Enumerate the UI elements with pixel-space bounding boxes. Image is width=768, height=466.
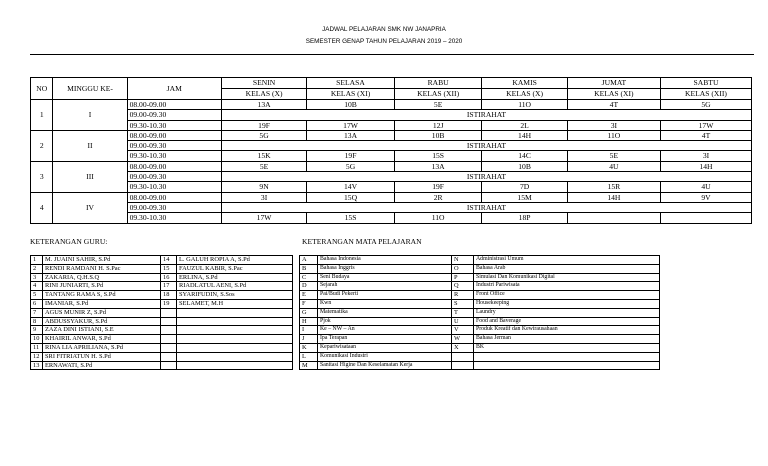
time-slot: 08.00-09.00 bbox=[127, 100, 221, 110]
subject-code: D bbox=[300, 282, 318, 291]
subject-name: Simulasi Dan Komunikasi Digital bbox=[474, 273, 660, 282]
subject-code: N bbox=[452, 256, 474, 265]
schedule-cell: 11O bbox=[394, 213, 482, 223]
schedule-cell: 2L bbox=[482, 120, 567, 130]
subject-name: Bahasa Indonesia bbox=[318, 256, 452, 265]
header-kelas: KELAS (XII) bbox=[394, 89, 482, 100]
subject-code: P bbox=[452, 273, 474, 282]
teacher-number bbox=[161, 317, 177, 326]
schedule-cell: 19F bbox=[394, 182, 482, 192]
header-day: SABTU bbox=[660, 78, 751, 89]
time-slot: 09.30-10.30 bbox=[127, 151, 221, 161]
subject-row bbox=[300, 264, 660, 273]
subject-code: W bbox=[452, 335, 474, 344]
teacher-name bbox=[177, 317, 293, 326]
schedule-header-row bbox=[31, 78, 752, 89]
subject-code: B bbox=[300, 264, 318, 273]
subject-row bbox=[300, 273, 660, 282]
schedule-cell: 15Q bbox=[307, 192, 395, 202]
time-slot: 09.00-09.30 bbox=[127, 141, 221, 151]
teacher-number: 1 bbox=[31, 256, 43, 265]
schedule-cell: 13A bbox=[307, 130, 395, 140]
document-title bbox=[0, 24, 768, 48]
istirahat-cell: ISTIRAHAT bbox=[221, 202, 751, 212]
time-slot: 08.00-09.00 bbox=[127, 161, 221, 171]
schedule-cell: 13A bbox=[394, 161, 482, 171]
schedule-cell: 10B bbox=[482, 161, 567, 171]
subject-code: H bbox=[300, 317, 318, 326]
header-day: KAMIS bbox=[482, 78, 567, 89]
teacher-name: RINI JUNIARTI, S.Pd bbox=[43, 282, 161, 291]
subject-name: Kepariwisataan bbox=[318, 343, 452, 352]
week-no: 3 bbox=[31, 161, 53, 192]
teacher-number: 19 bbox=[161, 299, 177, 308]
subject-code: F bbox=[300, 299, 318, 308]
subject-code: T bbox=[452, 308, 474, 317]
schedule-cell: 14C bbox=[482, 151, 567, 161]
schedule-cell: 4T bbox=[660, 130, 751, 140]
title-line-2: SEMESTER GENAP TAHUN PELAJARAN 2019 – 2020 bbox=[305, 38, 463, 45]
schedule-cell: 5G bbox=[660, 100, 751, 110]
teacher-number: 13 bbox=[31, 361, 43, 370]
teacher-name: RENDI RAMDANI H. S.Pac bbox=[43, 264, 161, 273]
subject-row bbox=[300, 299, 660, 308]
subject-name: Housekeeping bbox=[474, 299, 660, 308]
schedule-cell: 10B bbox=[307, 100, 395, 110]
subject-row bbox=[300, 282, 660, 291]
schedule-cell: 2R bbox=[394, 192, 482, 202]
schedule-cell: 15K bbox=[221, 151, 306, 161]
schedule-cell: 19F bbox=[307, 151, 395, 161]
teacher-name: ABDUSSYAKUR, S.Pd bbox=[43, 317, 161, 326]
week-no: 1 bbox=[31, 100, 53, 131]
teacher-name: SRI FITRIATUN H. S.Pd bbox=[43, 352, 161, 361]
teacher-number: 2 bbox=[31, 264, 43, 273]
schedule-cell: 3I bbox=[660, 151, 751, 161]
header-kelas: KELAS (XI) bbox=[567, 89, 660, 100]
teacher-row bbox=[31, 326, 293, 335]
teacher-legend-table bbox=[30, 255, 293, 370]
schedule-cell: 18P bbox=[482, 213, 567, 223]
schedule-cell: 14H bbox=[660, 161, 751, 171]
subject-code: Q bbox=[452, 282, 474, 291]
teacher-row bbox=[31, 343, 293, 352]
subject-code: L bbox=[300, 352, 318, 361]
week-minggu: II bbox=[53, 130, 127, 161]
schedule-row bbox=[31, 141, 752, 151]
week-no: 2 bbox=[31, 130, 53, 161]
teacher-number bbox=[161, 352, 177, 361]
week-minggu: IV bbox=[53, 192, 127, 223]
time-slot: 09.00-09.30 bbox=[127, 110, 221, 120]
header-kelas: KELAS (XI) bbox=[307, 89, 395, 100]
header-day: JUMAT bbox=[567, 78, 660, 89]
subject-row bbox=[300, 256, 660, 265]
subject-name: Pjok bbox=[318, 317, 452, 326]
teacher-name bbox=[177, 335, 293, 344]
schedule-cell: 5E bbox=[221, 161, 306, 171]
schedule-cell bbox=[567, 213, 660, 223]
teacher-row bbox=[31, 352, 293, 361]
teacher-number bbox=[161, 361, 177, 370]
keterangan-guru-label: KETERANGAN GURU: bbox=[30, 237, 108, 246]
schedule-cell: 9N bbox=[221, 182, 306, 192]
week-minggu: I bbox=[53, 100, 127, 131]
subject-name: Matematika bbox=[318, 308, 452, 317]
header-no: NO bbox=[31, 78, 53, 100]
teacher-name: L. GALUH ROPIA A, S.Pd bbox=[177, 256, 293, 265]
teacher-row bbox=[31, 282, 293, 291]
teacher-name: SYARIFUDIN, S.Sos bbox=[177, 291, 293, 300]
schedule-cell: 5G bbox=[307, 161, 395, 171]
teacher-number: 14 bbox=[161, 256, 177, 265]
schedule-row bbox=[31, 172, 752, 182]
subject-code bbox=[452, 361, 474, 370]
schedule-row bbox=[31, 110, 752, 120]
istirahat-cell: ISTIRAHAT bbox=[221, 110, 751, 120]
teacher-row bbox=[31, 291, 293, 300]
teacher-number bbox=[161, 308, 177, 317]
time-slot: 09.30-10.30 bbox=[127, 213, 221, 223]
teacher-number: 18 bbox=[161, 291, 177, 300]
subject-name: Produk Kreatif dan Kewirausahaan bbox=[474, 326, 660, 335]
subject-name: Food and Baverage bbox=[474, 317, 660, 326]
schedule-cell: 3I bbox=[567, 120, 660, 130]
subject-name bbox=[474, 352, 660, 361]
subject-name: Administrasi Umum bbox=[474, 256, 660, 265]
title-rule bbox=[30, 54, 754, 55]
header-day: SENIN bbox=[221, 78, 306, 89]
subject-code: A bbox=[300, 256, 318, 265]
teacher-number: 5 bbox=[31, 291, 43, 300]
schedule-cell: 4U bbox=[567, 161, 660, 171]
schedule-row bbox=[31, 100, 752, 110]
teacher-row bbox=[31, 256, 293, 265]
teacher-number: 8 bbox=[31, 317, 43, 326]
schedule-cell bbox=[660, 213, 751, 223]
week-no: 4 bbox=[31, 192, 53, 223]
time-slot: 09.30-10.30 bbox=[127, 120, 221, 130]
time-slot: 09.00-09.30 bbox=[127, 172, 221, 182]
teacher-name: AGUS MUNIR Z, S.Pd bbox=[43, 308, 161, 317]
teacher-name: ZAZA DINI ISTIANI, S.E bbox=[43, 326, 161, 335]
teacher-number: 4 bbox=[31, 282, 43, 291]
schedule-cell: 11O bbox=[482, 100, 567, 110]
teacher-name bbox=[177, 361, 293, 370]
subject-code: E bbox=[300, 291, 318, 300]
teacher-number: 9 bbox=[31, 326, 43, 335]
keterangan-mapel-label: KETERANGAN MATA PELAJARAN bbox=[302, 237, 422, 246]
header-day: SELASA bbox=[307, 78, 395, 89]
subject-name: Laundry bbox=[474, 308, 660, 317]
subject-code: R bbox=[452, 291, 474, 300]
teacher-name: ZAKARIA, Q.H.S.Q bbox=[43, 273, 161, 282]
schedule-table bbox=[30, 77, 752, 224]
header-day: RABU bbox=[394, 78, 482, 89]
teacher-row bbox=[31, 317, 293, 326]
teacher-number bbox=[161, 335, 177, 344]
subject-row bbox=[300, 308, 660, 317]
schedule-cell: 12J bbox=[394, 120, 482, 130]
teacher-number: 15 bbox=[161, 264, 177, 273]
subject-name: Ipa Terapan bbox=[318, 335, 452, 344]
schedule-cell: 14H bbox=[567, 192, 660, 202]
schedule-cell: 5E bbox=[567, 151, 660, 161]
teacher-number: 7 bbox=[31, 308, 43, 317]
schedule-cell: 19F bbox=[221, 120, 306, 130]
schedule-cell: 11O bbox=[567, 130, 660, 140]
subject-code: V bbox=[452, 326, 474, 335]
schedule-row bbox=[31, 192, 752, 202]
time-slot: 09.30-10.30 bbox=[127, 182, 221, 192]
subject-code: J bbox=[300, 335, 318, 344]
schedule-cell: 17W bbox=[660, 120, 751, 130]
title-line-1: JADWAL PELAJARAN SMK NW JANAPRIA bbox=[322, 26, 446, 33]
subject-code: G bbox=[300, 308, 318, 317]
subject-name: Industri Pariwisata bbox=[474, 282, 660, 291]
teacher-number: 16 bbox=[161, 273, 177, 282]
header-minggu: MINGGU KE- bbox=[53, 78, 127, 100]
teacher-number: 17 bbox=[161, 282, 177, 291]
teacher-name: RIADLATUL AENI, S.Pd bbox=[177, 282, 293, 291]
teacher-name: TANTANG RAMA S, S.Pd bbox=[43, 291, 161, 300]
subject-name: Ke – NW – An bbox=[318, 326, 452, 335]
schedule-cell: 10B bbox=[394, 130, 482, 140]
schedule-row bbox=[31, 120, 752, 130]
subject-name: Bahasa Jerman bbox=[474, 335, 660, 344]
schedule-cell: 17W bbox=[221, 213, 306, 223]
schedule-cell: 7D bbox=[482, 182, 567, 192]
schedule-row bbox=[31, 202, 752, 212]
header-kelas: KELAS (X) bbox=[221, 89, 306, 100]
subject-code: C bbox=[300, 273, 318, 282]
subject-legend-table bbox=[299, 255, 660, 370]
teacher-name: SELAMET, M.H bbox=[177, 299, 293, 308]
time-slot: 09.00-09.30 bbox=[127, 202, 221, 212]
teacher-row bbox=[31, 361, 293, 370]
teacher-name: ERNAWATI, S.Pd bbox=[43, 361, 161, 370]
subject-row bbox=[300, 352, 660, 361]
teacher-row bbox=[31, 335, 293, 344]
subject-name bbox=[474, 361, 660, 370]
subject-code: X bbox=[452, 343, 474, 352]
schedule-cell: 15S bbox=[307, 213, 395, 223]
schedule-cell: 17W bbox=[307, 120, 395, 130]
subject-row bbox=[300, 335, 660, 344]
teacher-row bbox=[31, 308, 293, 317]
header-kelas: KELAS (XII) bbox=[660, 89, 751, 100]
week-minggu: III bbox=[53, 161, 127, 192]
subject-name: Bahasa Arab bbox=[474, 264, 660, 273]
schedule-row bbox=[31, 161, 752, 171]
schedule-cell: 13A bbox=[221, 100, 306, 110]
schedule-cell: 3I bbox=[221, 192, 306, 202]
subject-code: K bbox=[300, 343, 318, 352]
schedule-cell: 15M bbox=[482, 192, 567, 202]
teacher-name: RINA LIA APRILIANA, S.Pd bbox=[43, 343, 161, 352]
schedule-cell: 5E bbox=[394, 100, 482, 110]
schedule-cell: 14H bbox=[482, 130, 567, 140]
subject-row bbox=[300, 343, 660, 352]
subject-row bbox=[300, 326, 660, 335]
subject-row bbox=[300, 291, 660, 300]
subject-name: Sejarah bbox=[318, 282, 452, 291]
teacher-name: FAUZUL KABIR, S.Pac bbox=[177, 264, 293, 273]
schedule-row bbox=[31, 151, 752, 161]
teacher-name: M. JUAINI SAHIR, S.Pd bbox=[43, 256, 161, 265]
time-slot: 08.00-09.00 bbox=[127, 130, 221, 140]
subject-code: O bbox=[452, 264, 474, 273]
schedule-cell: 15R bbox=[567, 182, 660, 192]
subject-name: Front Office bbox=[474, 291, 660, 300]
teacher-number bbox=[161, 343, 177, 352]
subject-code: U bbox=[452, 317, 474, 326]
teacher-name: ERLINA, S.Pd bbox=[177, 273, 293, 282]
teacher-name bbox=[177, 343, 293, 352]
teacher-name bbox=[177, 352, 293, 361]
subject-code: M bbox=[300, 361, 318, 370]
schedule-cell: 14V bbox=[307, 182, 395, 192]
teacher-number: 6 bbox=[31, 299, 43, 308]
istirahat-cell: ISTIRAHAT bbox=[221, 172, 751, 182]
header-kelas: KELAS (X) bbox=[482, 89, 567, 100]
teacher-row bbox=[31, 273, 293, 282]
schedule-row bbox=[31, 213, 752, 223]
subject-row bbox=[300, 317, 660, 326]
teacher-number bbox=[161, 326, 177, 335]
subject-row bbox=[300, 361, 660, 370]
teacher-name bbox=[177, 326, 293, 335]
subject-code bbox=[452, 352, 474, 361]
header-jam: JAM bbox=[127, 78, 221, 100]
teacher-row bbox=[31, 299, 293, 308]
subject-code: S bbox=[452, 299, 474, 308]
teacher-name bbox=[177, 308, 293, 317]
teacher-name: IMANIAR, S.Pd bbox=[43, 299, 161, 308]
subject-name: Kwn bbox=[318, 299, 452, 308]
schedule-cell: 4U bbox=[660, 182, 751, 192]
subject-name: BK bbox=[474, 343, 660, 352]
teacher-number: 11 bbox=[31, 343, 43, 352]
istirahat-cell: ISTIRAHAT bbox=[221, 141, 751, 151]
subject-name: Komunikasi Industri bbox=[318, 352, 452, 361]
schedule-cell: 15S bbox=[394, 151, 482, 161]
teacher-number: 3 bbox=[31, 273, 43, 282]
teacher-number: 12 bbox=[31, 352, 43, 361]
subject-name: Seni Budaya bbox=[318, 273, 452, 282]
schedule-cell: 4T bbox=[567, 100, 660, 110]
teacher-name: KHAIRIL ANWAR, S.Pd bbox=[43, 335, 161, 344]
time-slot: 08.00-09.00 bbox=[127, 192, 221, 202]
teacher-number: 10 bbox=[31, 335, 43, 344]
schedule-cell: 9V bbox=[660, 192, 751, 202]
subject-name: Pai/Budi Pekerti bbox=[318, 291, 452, 300]
schedule-row bbox=[31, 182, 752, 192]
teacher-row bbox=[31, 264, 293, 273]
subject-name: Bahasa Inggris bbox=[318, 264, 452, 273]
subject-name: Sanitasi Higine Dan Keselamatan Kerja bbox=[318, 361, 452, 370]
subject-code: I bbox=[300, 326, 318, 335]
schedule-row bbox=[31, 130, 752, 140]
schedule-cell: 5G bbox=[221, 130, 306, 140]
